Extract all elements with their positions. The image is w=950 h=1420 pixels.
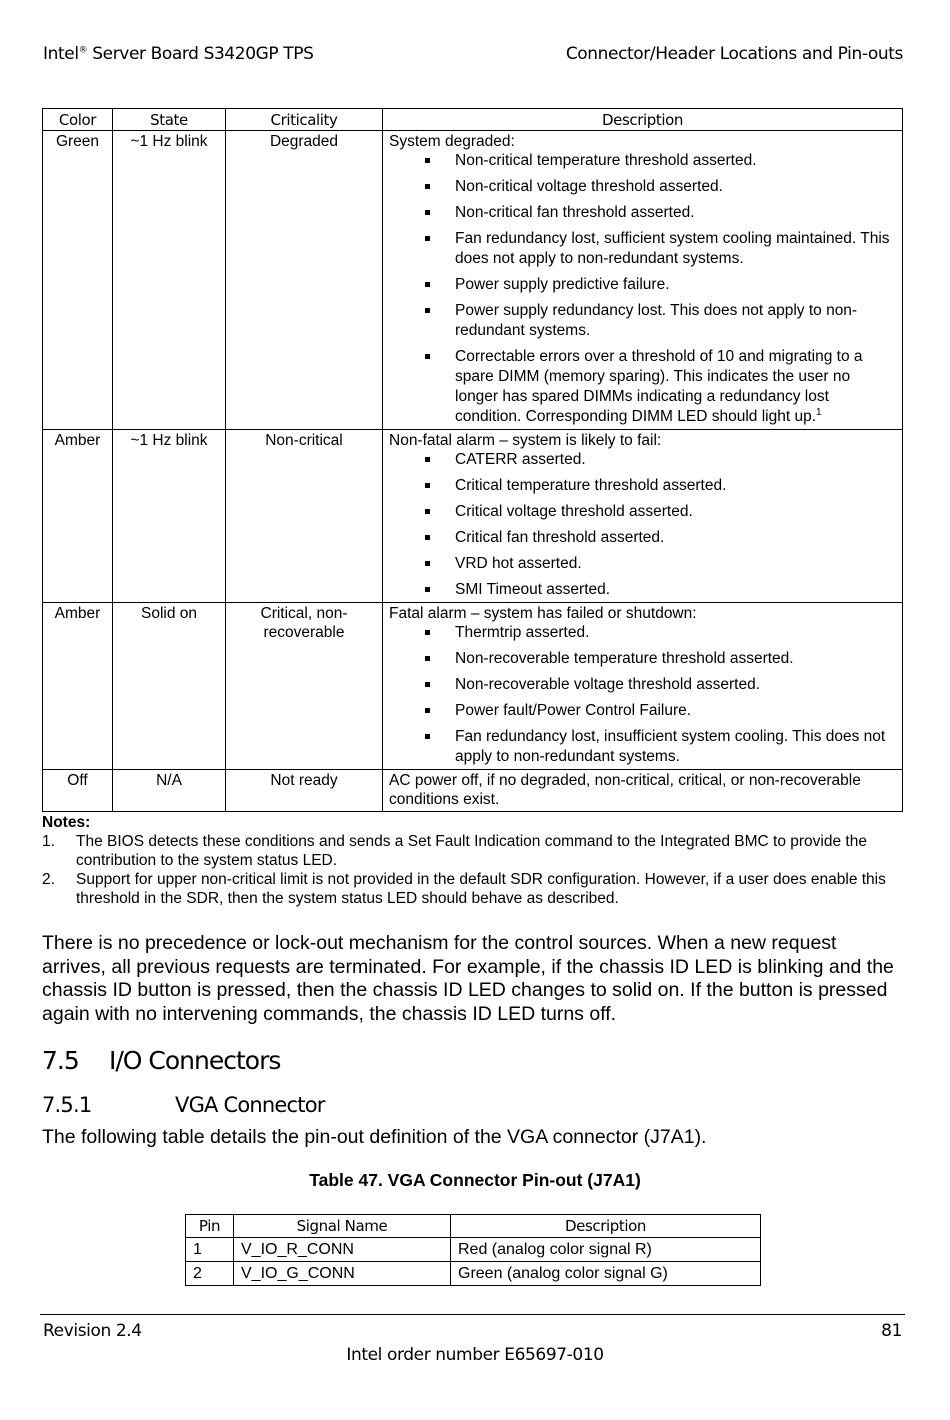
table-header-row — [43, 109, 903, 131]
col-header-description: Description — [383, 109, 903, 131]
running-header-left — [43, 44, 313, 64]
description-intro: Non-fatal alarm – system is likely to fail: — [389, 432, 662, 449]
running-header-right: Connector/Header Locations and Pin-outs — [565, 44, 903, 64]
description-intro: System degraded: — [389, 133, 515, 150]
list-item: Thermtrip asserted. — [389, 623, 896, 643]
header-title: Server Board S3420GP TPS — [87, 44, 314, 64]
list-item — [389, 347, 896, 427]
col-header-color: Color — [43, 109, 113, 131]
cell-description: AC power off, if no degraded, non-critical, critical, or non-recoverable conditions exist. — [383, 770, 903, 812]
cell-state: N/A — [113, 770, 226, 812]
col-header-signal: Signal Name — [234, 1215, 451, 1238]
col-header-pin: Pin — [186, 1215, 234, 1238]
cell-signal: V_IO_R_CONN — [234, 1238, 451, 1262]
footnote-ref: 1 — [816, 407, 822, 418]
cell-criticality: Non-critical — [226, 430, 383, 603]
note-number: 1. — [42, 833, 55, 850]
list-item: Non-critical voltage threshold asserted. — [389, 177, 896, 197]
list-item: SMI Timeout asserted. — [389, 580, 896, 600]
footer-revision: Revision 2.4 — [43, 1321, 142, 1341]
cell-pin: 2 — [186, 1262, 234, 1286]
list-item: Non-critical fan threshold asserted. — [389, 203, 896, 223]
col-header-criticality: Criticality — [226, 109, 383, 131]
subsection-heading — [42, 1093, 325, 1117]
note-text: Support for upper non-critical limit is not provided in the default SDR configuration. However, if a user does enable this threshold in the SDR, then the system status LED should behave as described. — [76, 871, 886, 907]
note-item — [42, 870, 902, 908]
description-intro: Fatal alarm – system has failed or shutdown: — [389, 605, 697, 622]
cell-color: Amber — [43, 603, 113, 770]
footer-order-number: Intel order number E65697-010 — [346, 1345, 604, 1365]
table-row — [43, 430, 903, 603]
cell-description — [383, 603, 903, 770]
registered-mark: ® — [78, 45, 88, 56]
list-item: Non-recoverable voltage threshold asserted. — [389, 675, 896, 695]
list-item: Critical voltage threshold asserted. — [389, 502, 896, 522]
header-brand: Intel — [43, 44, 79, 64]
status-led-table — [42, 108, 903, 812]
table-row — [186, 1262, 761, 1286]
cell-description: Red (analog color signal R) — [451, 1238, 761, 1262]
cell-pin: 1 — [186, 1238, 234, 1262]
note-number: 2. — [42, 871, 55, 888]
table-header-row — [186, 1215, 761, 1238]
page-number: 81 — [881, 1321, 902, 1341]
list-item: Power supply redundancy lost. This does not apply to non-redundant systems. — [389, 301, 896, 341]
list-item: Non-recoverable temperature threshold asserted. — [389, 649, 896, 669]
list-item: Critical fan threshold asserted. — [389, 528, 896, 548]
cell-color: Amber — [43, 430, 113, 603]
list-item: Critical temperature threshold asserted. — [389, 476, 896, 496]
list-item: CATERR asserted. — [389, 450, 896, 470]
table-notes — [42, 813, 902, 908]
table-row — [186, 1238, 761, 1262]
note-item — [42, 832, 902, 870]
cell-criticality: Degraded — [226, 131, 383, 430]
col-header-description: Description — [451, 1215, 761, 1238]
list-item: Fan redundancy lost, insufficient system cooling. This does not apply to non-redundant systems. — [389, 727, 896, 767]
list-item: Fan redundancy lost, sufficient system cooling maintained. This does not apply to non-redundant systems. — [389, 229, 896, 269]
cell-signal: V_IO_G_CONN — [234, 1262, 451, 1286]
section-heading — [42, 1046, 280, 1075]
table-row — [43, 603, 903, 770]
section-number: 7.5 — [42, 1046, 79, 1075]
bullet-list — [389, 623, 896, 767]
cell-state: Solid on — [113, 603, 226, 770]
cell-color: Off — [43, 770, 113, 812]
body-paragraph: There is no precedence or lock-out mechanism for the control sources. When a new request arrives, all previous requests are terminated. For example, if the chassis ID LED is blinking and the chassis ID button is pressed, then the chassis ID LED changes to solid on. If the button is pressed again with no intervening commands, the chassis ID LED turns off. — [42, 932, 894, 1025]
section-title: I/O Connectors — [109, 1046, 281, 1075]
note-text: The BIOS detects these conditions and sends a Set Fault Indication command to the Integrated BMC to provide the contribution to the system status LED. — [76, 833, 867, 869]
vga-pinout-table — [185, 1214, 761, 1286]
col-header-state: State — [113, 109, 226, 131]
vga-intro-paragraph: The following table details the pin-out definition of the VGA connector (J7A1). — [42, 1126, 707, 1148]
bullet-list — [389, 450, 896, 600]
cell-description — [383, 430, 903, 603]
list-item-text: Correctable errors over a threshold of 10 and migrating to a spare DIMM (memory sparing). This indicates the user no longer has spared DIMMs indicating a redundancy lost condition. Corresponding DIMM LED should light up. — [455, 348, 863, 425]
subsection-title: VGA Connector — [175, 1093, 325, 1117]
cell-state: ~1 Hz blink — [113, 430, 226, 603]
cell-description: Green (analog color signal G) — [451, 1262, 761, 1286]
table-row — [43, 770, 903, 812]
cell-color: Green — [43, 131, 113, 430]
bullet-list — [389, 151, 896, 427]
notes-title: Notes: — [42, 814, 91, 831]
table-row — [43, 131, 903, 430]
subsection-number: 7.5.1 — [42, 1093, 92, 1117]
list-item: Non-critical temperature threshold asserted. — [389, 151, 896, 171]
cell-criticality: Not ready — [226, 770, 383, 812]
table-caption: Table 47. VGA Connector Pin-out (J7A1) — [309, 1170, 641, 1190]
cell-state: ~1 Hz blink — [113, 131, 226, 430]
footer-divider — [40, 1314, 905, 1315]
list-item: VRD hot asserted. — [389, 554, 896, 574]
cell-criticality: Critical, non-recoverable — [226, 603, 383, 770]
cell-description — [383, 131, 903, 430]
list-item: Power supply predictive failure. — [389, 275, 896, 295]
list-item: Power fault/Power Control Failure. — [389, 701, 896, 721]
